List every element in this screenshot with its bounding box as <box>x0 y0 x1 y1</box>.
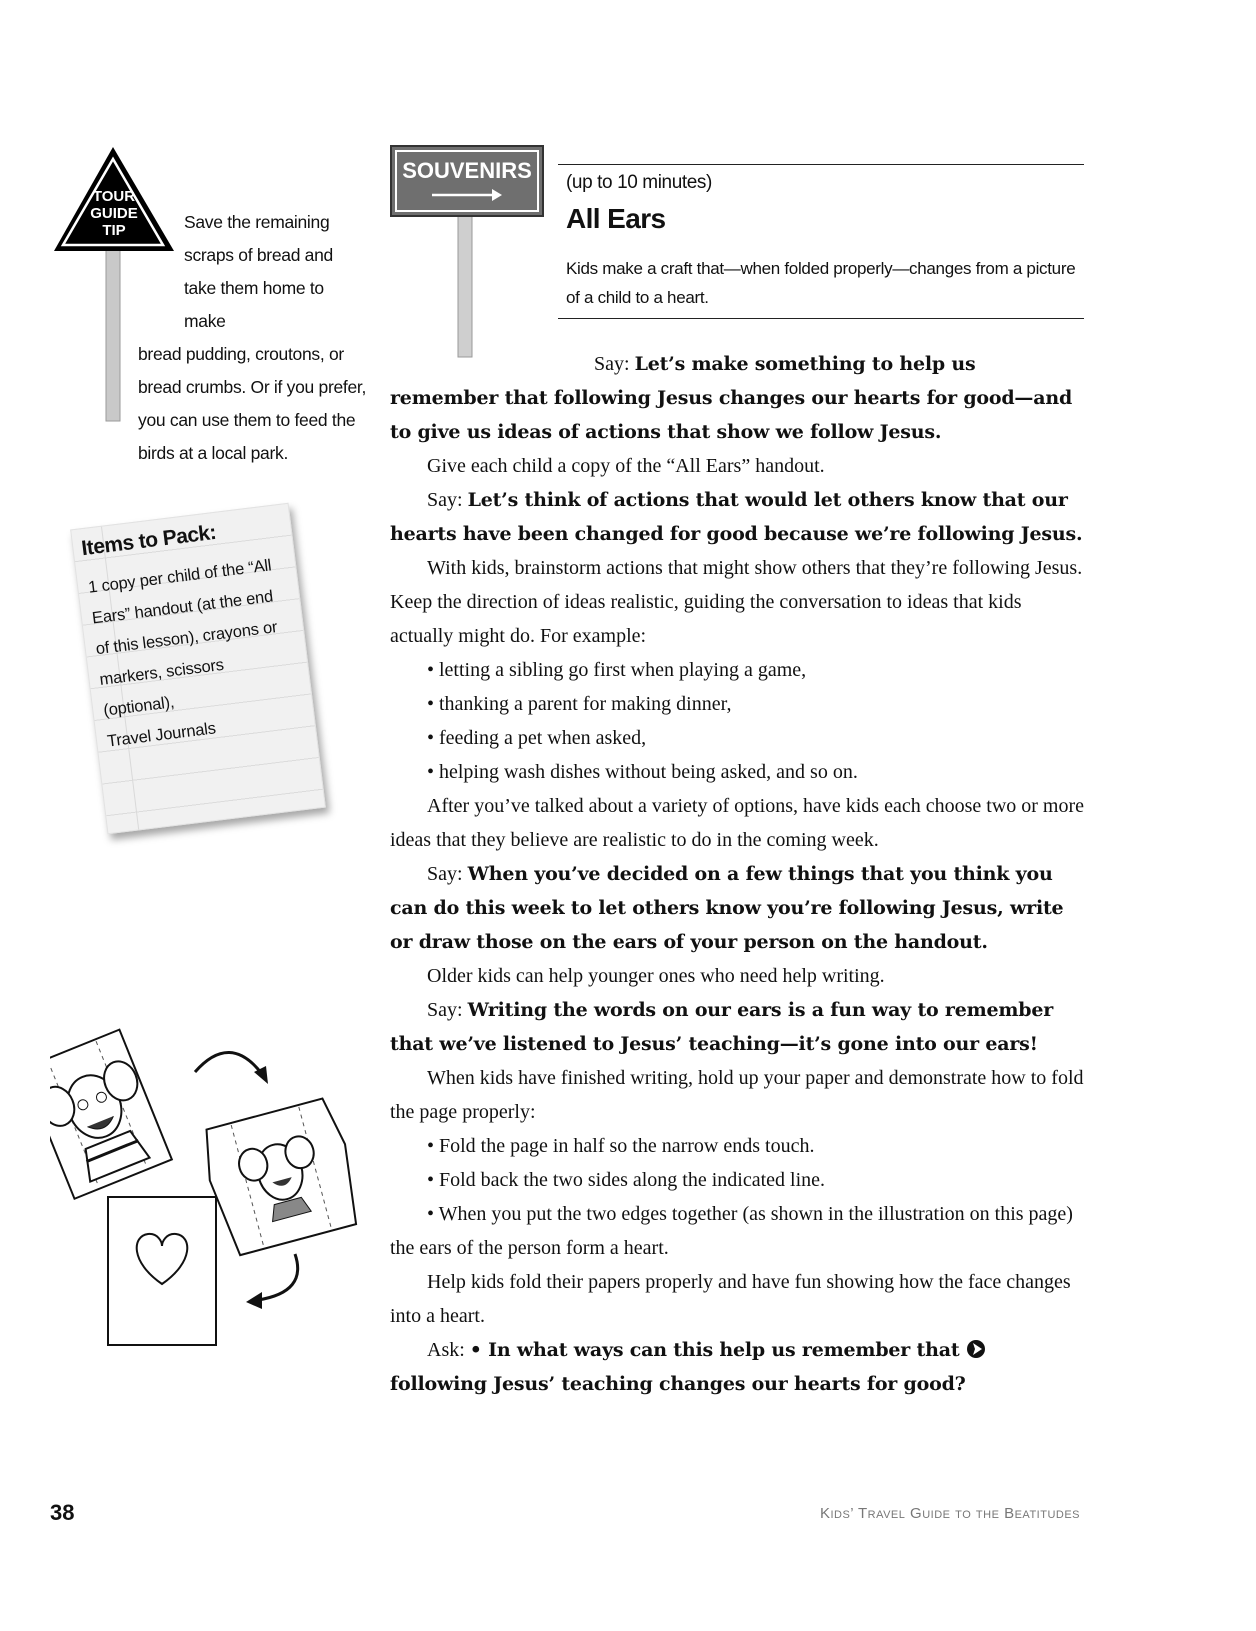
running-title: Kids’ Travel Guide to the Beatitudes <box>819 1505 1080 1522</box>
items-line: of this lesson), crayons or <box>94 618 279 659</box>
fold-step: • Fold the page in half so the narrow ends touch. <box>427 1135 815 1157</box>
items-line: 1 copy per child of the “All <box>87 556 273 597</box>
heart-card-image <box>108 1197 216 1345</box>
items-to-pack-note <box>70 503 326 835</box>
instruction-paragraph: When kids have finished writing, hold up your paper and demonstrate how to fold the page properly: <box>390 1067 1084 1123</box>
tip-sign-label-2: GUIDE <box>90 205 138 222</box>
ask-paragraph <box>390 1333 1086 1401</box>
tip-sign-label-3: TIP <box>102 222 126 239</box>
tip-line: birds at a local park. <box>138 443 289 463</box>
child-face-handout-image <box>50 1030 172 1199</box>
tip-line: scraps of bread and <box>184 245 333 265</box>
say-script: Let’s make something to help us remember that following Jesus changes our hearts for good—and to give us ideas of actions that show we follow Jesus. <box>390 353 1073 443</box>
instruction-paragraph: After you’ve talked about a variety of options, have kids each choose two or more ideas that they believe are realistic to do in the coming week. <box>390 795 1085 851</box>
say-label: Say: <box>594 353 635 375</box>
say-paragraph <box>390 857 1086 959</box>
say-script: When you’ve decided on a few things that you think you can do this week to let others know you’re following Jesus, write or draw those on the ears of your person on the handout. <box>390 863 1064 953</box>
ask-label: Ask: <box>427 1339 470 1361</box>
say-paragraph <box>390 993 1086 1061</box>
fold-craft-illustration <box>50 1022 370 1352</box>
say-label: Say: <box>427 999 468 1021</box>
say-script: Let’s think of actions that would let others know that our hearts have been changed for good because we’re following Jesus. <box>390 489 1083 545</box>
tip-line: take them home to make <box>184 278 324 331</box>
souvenirs-sign <box>390 145 546 360</box>
activity-title: All Ears <box>566 203 666 234</box>
instruction-paragraph: Older kids can help younger ones who need help writing. <box>427 965 885 987</box>
tip-line: Save the remaining <box>184 212 330 232</box>
curved-arrow-icon <box>246 1254 298 1309</box>
say-paragraph <box>390 347 1086 449</box>
example-item: • feeding a pet when asked, <box>427 727 647 749</box>
instruction-paragraph: With kids, brainstorm actions that might show others that they’re following Jesus. Keep the direction of ideas realistic, guiding the conversation to ideas that kids actually might do. For example: <box>390 557 1083 647</box>
header-rule-bottom <box>558 318 1084 319</box>
say-paragraph <box>390 483 1086 551</box>
curved-arrow-icon <box>195 1052 268 1084</box>
activity-description: Kids make a craft that—when folded properly—changes from a picture of a child to a heart. <box>566 259 1076 307</box>
header-rule-top <box>558 164 1084 165</box>
fold-step: • Fold back the two sides along the indicated line. <box>427 1169 826 1191</box>
lesson-body <box>390 347 1086 1401</box>
items-to-pack-title: Items to Pack: <box>80 520 218 561</box>
page-number: 38 <box>50 1500 75 1525</box>
items-line: markers, scissors (optional), <box>98 655 225 720</box>
example-item: • helping wash dishes without being asked, and so on. <box>427 761 858 783</box>
items-line: Ears” handout (at the end <box>91 587 274 628</box>
tip-line: you can use them to feed the <box>138 410 356 430</box>
ask-question-end: following Jesus’ teaching changes our hearts for good? <box>390 1373 966 1395</box>
instruction-paragraph: Give each child a copy of the “All Ears” handout. <box>427 455 825 477</box>
tip-line: bread crumbs. Or if you prefer, <box>138 377 367 397</box>
tip-sign-label-1: TOUR <box>92 188 136 205</box>
items-line: Travel Journals <box>106 719 217 751</box>
say-script: Writing the words on our ears is a fun way to remember that we’ve listened to Jesus’ teaching—it’s gone into our ears! <box>390 999 1054 1055</box>
folded-handout-image <box>197 1096 366 1258</box>
say-label: Say: <box>427 489 468 511</box>
example-item: • letting a sibling go first when playing a game, <box>427 659 807 681</box>
items-to-pack-list <box>87 548 308 757</box>
ask-question: • In what ways can this help us remember that <box>469 1339 966 1361</box>
instruction-paragraph: Help kids fold their papers properly and have fun showing how the face changes into a heart. <box>390 1271 1071 1327</box>
example-item: • thanking a parent for making dinner, <box>427 693 732 715</box>
tour-guide-tip-text <box>138 206 368 470</box>
fold-step: • When you put the two edges together (as shown in the illustration on this page) the ears of the person form a heart. <box>390 1203 1073 1259</box>
activity-time: (up to 10 minutes) <box>566 172 712 193</box>
souvenirs-sign-label: SOUVENIRS <box>402 158 532 183</box>
tip-line: bread pudding, croutons, or <box>138 344 344 364</box>
say-label: Say: <box>427 863 468 885</box>
discussion-arrow-icon <box>966 1339 986 1359</box>
